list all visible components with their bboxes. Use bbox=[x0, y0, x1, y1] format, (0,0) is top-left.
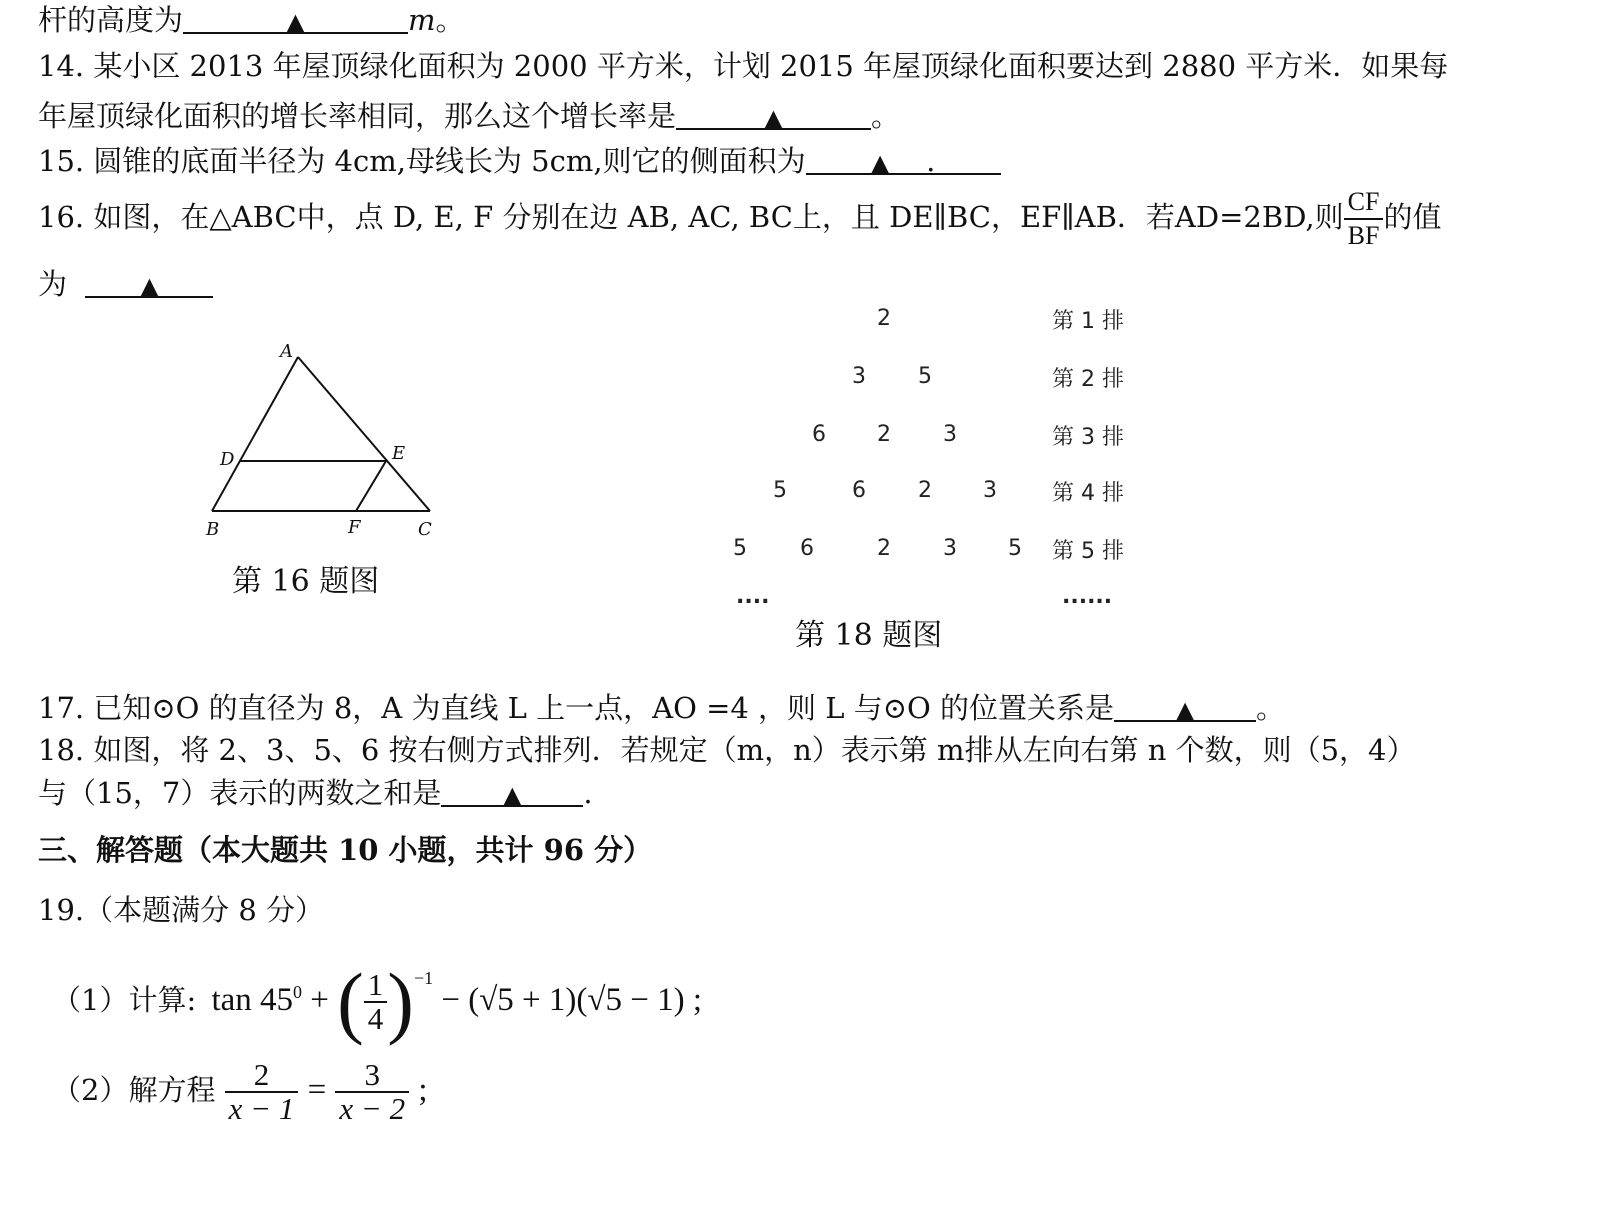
fig18-row-label: 第 1 排 bbox=[1052, 309, 1124, 334]
q16-answer-blank[interactable] bbox=[85, 266, 213, 298]
fig18-number: 5 bbox=[773, 478, 787, 503]
q13-text: 杆的高度为 bbox=[38, 3, 184, 37]
q17-answer-blank[interactable] bbox=[1114, 690, 1256, 722]
q13-answer-blank[interactable] bbox=[183, 2, 408, 34]
q16-after: 的值 bbox=[1383, 200, 1442, 234]
q19-header: 19.（本题满分 8 分） bbox=[38, 893, 325, 927]
fig18-number: 3 bbox=[983, 478, 997, 503]
answer-triangle-icon: ▲ bbox=[764, 104, 783, 132]
fig18-number: 2 bbox=[877, 536, 891, 561]
one-quarter-fraction bbox=[364, 969, 388, 1035]
tan-term: tan 45 bbox=[211, 982, 294, 1018]
q16-line2 bbox=[38, 266, 213, 302]
q14-text: 年屋顶绿化面积的增长率相同，那么这个增长率是 bbox=[38, 99, 677, 133]
equals-sign: = bbox=[307, 1072, 327, 1108]
q16-text: 16. 如图，在△ABC中，点 D, E, F 分别在边 AB, AC, BC上，且 DE∥BC，EF∥AB．若AD=2BD,则 bbox=[38, 200, 1344, 234]
q19-part2 bbox=[52, 1050, 428, 1130]
q14-line2 bbox=[38, 98, 900, 134]
fig18-ellipsis-right: ...... bbox=[1062, 584, 1113, 609]
q18-line1: 18. 如图，将 2、3、5、6 按右侧方式排列．若规定（m，n）表示第 m排从左向右第 n 个数，则（5，4） bbox=[38, 733, 1416, 767]
fig18-row-label: 第 4 排 bbox=[1052, 481, 1124, 506]
q13-unit: m bbox=[408, 3, 436, 37]
fig18-number: 3 bbox=[943, 536, 957, 561]
degree-superscript: 0 bbox=[293, 982, 303, 1002]
q14-answer-blank[interactable] bbox=[676, 98, 871, 130]
q15-end: . bbox=[926, 144, 936, 178]
fig18-number: 3 bbox=[852, 364, 866, 389]
q17-line bbox=[38, 690, 1285, 726]
fraction-numerator: CF bbox=[1344, 186, 1384, 220]
q19-part1-label: （1）计算: bbox=[52, 983, 197, 1017]
fig18-number: 5 bbox=[918, 364, 932, 389]
side-ab bbox=[212, 357, 298, 511]
fig18-row-label: 第 3 排 bbox=[1052, 425, 1124, 450]
fraction-denominator: x − 2 bbox=[339, 1091, 406, 1126]
fig18-number: 6 bbox=[852, 478, 866, 503]
right-paren: ) bbox=[387, 958, 414, 1047]
q18-line2 bbox=[38, 775, 593, 811]
point-c-label: C bbox=[418, 519, 432, 540]
figure-16-triangle bbox=[190, 335, 450, 545]
q13-tail-line bbox=[38, 2, 465, 38]
fraction-numerator: 3 bbox=[335, 1059, 409, 1093]
q15-text: 15. 圆锥的底面半径为 4cm,母线长为 5cm,则它的侧面积为 bbox=[38, 144, 806, 178]
answer-triangle-icon: ▲ bbox=[140, 272, 159, 300]
answer-triangle-icon: ▲ bbox=[870, 149, 890, 177]
fraction-denominator: x − 1 bbox=[228, 1091, 295, 1126]
fig18-number: 6 bbox=[812, 422, 826, 447]
q14-end: 。 bbox=[871, 99, 901, 133]
side-ac bbox=[298, 357, 430, 511]
q19-part2-end: ; bbox=[418, 1072, 428, 1108]
fig18-number: 3 bbox=[943, 422, 957, 447]
fig18-number: 2 bbox=[877, 306, 891, 331]
fig18-number: 2 bbox=[918, 478, 932, 503]
fraction-denominator: 4 bbox=[367, 1001, 384, 1037]
fig18-row-label: 第 2 排 bbox=[1052, 367, 1124, 392]
fig18-number: 6 bbox=[800, 536, 814, 561]
q17-end: 。 bbox=[1256, 691, 1286, 725]
q16-fraction bbox=[1344, 186, 1384, 252]
point-f-label: F bbox=[348, 517, 361, 538]
fig18-ellipsis-left: .... bbox=[736, 584, 770, 609]
fig18-number: 5 bbox=[733, 536, 747, 561]
fraction-numerator: 1 bbox=[364, 969, 388, 1003]
answer-triangle-icon: ▲ bbox=[503, 781, 522, 809]
answer-triangle-icon: ▲ bbox=[286, 8, 305, 36]
equation-right-fraction bbox=[335, 1059, 409, 1125]
q16-line2-text: 为 bbox=[38, 267, 68, 301]
q17-text: 17. 已知⊙O 的直径为 8，A 为直线 L 上一点，AO =4 ，则 L 与⊙O 的位置关系是 bbox=[38, 691, 1115, 725]
q19-part1 bbox=[52, 944, 703, 1047]
figure-16-caption: 第 16 题图 bbox=[232, 564, 380, 599]
equation-left-fraction bbox=[225, 1059, 299, 1125]
q15-line bbox=[38, 143, 1001, 179]
q14-line1: 14. 某小区 2013 年屋顶绿化面积为 2000 平方米，计划 2015 年屋顶绿化面积要达到 2880 平方米．如果每 bbox=[38, 49, 1449, 83]
fig18-number: 5 bbox=[1008, 536, 1022, 561]
fraction-denominator: BF bbox=[1347, 221, 1380, 250]
q18-text: 与（15，7）表示的两数之和是 bbox=[38, 776, 442, 810]
point-b-label: B bbox=[206, 519, 220, 540]
exponent-superscript: −1 bbox=[413, 968, 434, 988]
q13-end: 。 bbox=[435, 3, 465, 37]
left-paren: ( bbox=[337, 958, 364, 1047]
q15-answer-blank[interactable] bbox=[806, 143, 1001, 178]
point-d-label: D bbox=[220, 449, 235, 470]
plus-sign: + bbox=[310, 982, 329, 1018]
point-e-label: E bbox=[392, 443, 406, 464]
fig18-row-label: 第 5 排 bbox=[1052, 539, 1124, 564]
fraction-numerator: 2 bbox=[225, 1059, 299, 1093]
q16-line1 bbox=[38, 186, 1441, 252]
q19-part1-expression bbox=[211, 958, 703, 1047]
q18-end: . bbox=[583, 776, 593, 810]
q18-answer-blank[interactable] bbox=[441, 775, 583, 807]
fig18-number: 2 bbox=[877, 422, 891, 447]
q19-part2-label: （2）解方程 bbox=[52, 1073, 216, 1107]
answer-triangle-icon: ▲ bbox=[1175, 696, 1195, 724]
figure-18-caption: 第 18 题图 bbox=[795, 618, 943, 653]
segment-ef bbox=[356, 461, 386, 511]
section-3-heading: 三、解答题（本大题共 10 小题，共计 96 分） bbox=[38, 833, 653, 867]
point-a-label: A bbox=[280, 341, 293, 362]
q19-part1-rest: − (√5 + 1)(√5 − 1) ; bbox=[441, 982, 703, 1018]
